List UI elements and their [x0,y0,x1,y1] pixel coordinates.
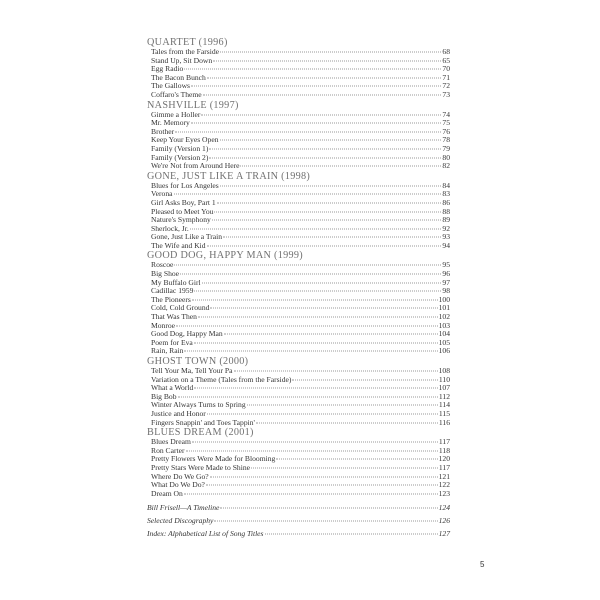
toc-entry [147,528,450,541]
entry-page-number: 108 [438,366,450,375]
entry-title: Blues for Los Angeles [151,180,219,190]
toc-extras [147,502,450,540]
dot-leader [184,351,437,352]
entry-title: Where Do We Go? [151,471,209,481]
entry-title: The Bacon Bunch [151,72,206,82]
toc-entry [147,111,450,120]
dot-leader [214,520,437,521]
dot-leader [220,52,441,53]
entry-title: Selected Discography [147,515,214,525]
entry-page-number: 95 [442,260,450,270]
entry-page-number: 106 [438,346,450,356]
toc-entry [147,419,450,428]
entry-page-number: 120 [438,454,450,464]
entry-title: Rain, Rain [151,346,184,356]
entry-page-number: 107 [438,383,450,393]
toc-sections [147,37,450,498]
section-title: GONE, JUST LIKE A TRAIN (1998) [147,170,311,182]
entry-title: Tell Your Ma, Tell Your Pa [151,366,233,375]
entry-page-number: 122 [438,480,450,490]
entry-page-number: 70 [442,64,450,74]
dot-leader [213,60,441,61]
section-title: QUARTET (1996) [147,37,228,48]
entry-title: Cadillac 1959 [151,286,194,296]
dot-leader [192,442,438,443]
dot-leader [206,485,438,486]
entry-page-number: 112 [438,391,450,401]
entry-page-number: 117 [438,462,450,472]
entry-page-number: 117 [438,437,450,447]
dot-leader [184,493,438,494]
entry-page-number: 97 [442,277,450,287]
dot-leader [212,220,442,221]
entry-title: Cold, Cold Ground [151,303,210,313]
entry-page-number: 96 [442,269,450,279]
toc-entry [147,242,450,251]
entry-title: Pretty Stars Were Made to Shine [151,462,251,472]
toc-section [147,100,450,171]
entry-page-number: 73 [442,89,450,99]
entry-title: Fingers Snappin' and Toes Tappin' [151,417,255,427]
dot-leader [207,413,438,414]
dot-leader [207,77,442,78]
toc-entry [147,287,450,296]
entry-title: Mr. Memory [151,118,190,128]
dot-leader [217,202,442,203]
dot-leader [209,157,441,158]
dot-leader [191,86,441,87]
dot-leader [194,388,437,389]
entry-page-number: 127 [438,528,450,538]
entry-page-number: 65 [442,55,450,65]
entry-title: What Do We Do? [151,480,205,490]
entry-title: Tales from the Farside [151,47,220,56]
entry-page-number: 82 [442,161,450,171]
toc-entry [147,119,450,128]
entry-title: The Pioneers [151,294,191,304]
dot-leader [174,265,441,266]
toc-entry [147,57,450,66]
entry-title: Ron Carter [151,445,185,455]
dot-leader [256,422,438,423]
entry-title: Verona [151,189,173,199]
toc-section [147,250,450,356]
entry-page-number: 124 [438,503,450,513]
entry-title: Sherlock, Jr. [151,223,189,233]
entry-page-number: 116 [438,417,450,427]
entry-title: Big Bob [151,391,177,401]
section-title: BLUES DREAM (2001) [147,427,254,439]
entry-title: Coffaro's Theme [151,89,202,99]
entry-title: Blues Dream [151,437,191,447]
entry-title: Winter Always Turns to Spring [151,400,246,410]
toc-entry [147,162,450,171]
dot-leader [201,114,441,115]
dot-leader [220,140,442,141]
toc-entry [147,182,450,191]
entry-title: Dream On [151,488,183,498]
toc-entry [147,481,450,490]
entry-page-number: 110 [438,374,450,384]
entry-title: Nature's Symphony [151,215,211,225]
toc-section [147,171,450,251]
dot-leader [265,533,438,534]
entry-page-number: 86 [442,197,450,207]
entry-title: Bill Frisell—A Timeline [147,503,220,513]
entry-page-number: 80 [442,152,450,162]
dot-leader [209,148,441,149]
entry-page-number: 68 [442,47,450,56]
table-of-contents [147,37,450,540]
entry-title: Justice and Honor [151,408,206,418]
entry-page-number: 93 [442,232,450,242]
entry-title: Stand Up, Sit Down [151,55,213,65]
toc-entry [147,438,450,447]
entry-page-number: 121 [438,471,450,481]
entry-title: Family (Version 2) [151,152,209,162]
entry-title: Good Dog, Happy Man [151,329,223,339]
entry-page-number: 126 [438,515,450,525]
entry-title: Roscoe [151,260,174,270]
entry-page-number: 118 [438,445,450,455]
dot-leader [220,508,437,509]
entry-page-number: 74 [442,109,450,119]
entry-title: Gimme a Holler [151,109,201,119]
entry-page-number: 75 [442,118,450,128]
toc-entry [147,515,450,528]
dot-leader [210,476,438,477]
entry-title: Pleased to Meet You [151,206,214,216]
entry-page-number: 78 [442,135,450,145]
entry-title: Pretty Flowers Were Made for Blooming [151,454,276,464]
entry-page-number: 98 [442,286,450,296]
entry-page-number: 76 [442,126,450,136]
dot-leader [186,450,438,451]
entry-page-number: 104 [438,329,450,339]
section-title: GOOD DOG, HAPPY MAN (1999) [147,250,303,262]
dot-leader [251,467,438,468]
dot-leader [174,194,442,195]
page-number: 5 [480,560,485,569]
entry-page-number: 123 [438,488,450,498]
dot-leader [184,69,441,70]
toc-entry [147,91,450,100]
entry-page-number: 79 [442,143,450,153]
dot-leader [203,94,442,95]
entry-title: Gone, Just Like a Train [151,232,223,242]
entry-page-number: 100 [438,294,450,304]
entry-title: Girl Asks Boy, Part 1 [151,197,216,207]
dot-leader [234,371,438,372]
dot-leader [224,334,438,335]
entry-title: The Wife and Kid [151,240,206,250]
dot-leader [220,185,442,186]
dot-leader [180,274,441,275]
dot-leader [276,459,437,460]
dot-leader [210,308,437,309]
dot-leader [240,166,441,167]
entry-page-number: 105 [438,337,450,347]
entry-title: Index: Alphabetical List of Song Titles [147,528,264,538]
entry-title: We're Not from Around Here [151,161,240,171]
entry-page-number: 114 [438,400,450,410]
entry-page-number: 89 [442,215,450,225]
dot-leader [191,123,442,124]
entry-title: My Buffalo Girl [151,277,201,287]
entry-page-number: 103 [438,320,450,330]
entry-page-number: 83 [442,189,450,199]
toc-section [147,37,450,100]
section-title: NASHVILLE (1997) [147,99,239,111]
entry-page-number: 115 [438,408,450,418]
entry-title: Brother [151,126,175,136]
dot-leader [175,131,441,132]
toc-entry [147,313,450,322]
entry-title: What a World [151,383,194,393]
entry-page-number: 88 [442,206,450,216]
entry-page-number: 92 [442,223,450,233]
entry-title: Egg Radio [151,64,184,74]
dot-leader [194,291,441,292]
dot-leader [223,237,441,238]
entry-page-number: 102 [438,312,450,322]
toc-entry [147,216,450,225]
toc-entry [147,490,450,499]
toc-entry [147,347,450,356]
toc-section [147,427,450,498]
dot-leader [198,317,438,318]
entry-title: Variation on a Theme (Tales from the Farside) [151,374,292,384]
toc-entry [147,502,450,515]
toc-entry [147,339,450,348]
entry-page-number: 101 [438,303,450,313]
entry-title: That Was Then [151,312,197,322]
entry-page-number: 72 [442,81,450,91]
dot-leader [192,299,438,300]
dot-leader [292,379,437,380]
dot-leader [202,282,442,283]
dot-leader [214,211,441,212]
toc-entry [147,261,450,270]
section-title: GHOST TOWN (2000) [147,356,249,367]
entry-title: The Gallows [151,81,191,91]
entry-page-number: 71 [442,72,450,82]
dot-leader [194,342,438,343]
entry-page-number: 84 [442,180,450,190]
entry-title: Poem for Eva [151,337,193,347]
entry-title: Keep Your Eyes Open [151,135,219,145]
dot-leader [178,396,438,397]
dot-leader [176,325,438,326]
entry-title: Big Shoe [151,269,180,279]
toc-entry [147,384,450,393]
entry-page-number: 94 [442,240,450,250]
toc-section [147,356,450,427]
entry-title: Family (Version 1) [151,143,209,153]
entry-title: Monroe [151,320,176,330]
toc-entry [147,74,450,83]
dot-leader [190,228,442,229]
dot-leader [247,405,438,406]
dot-leader [207,245,442,246]
